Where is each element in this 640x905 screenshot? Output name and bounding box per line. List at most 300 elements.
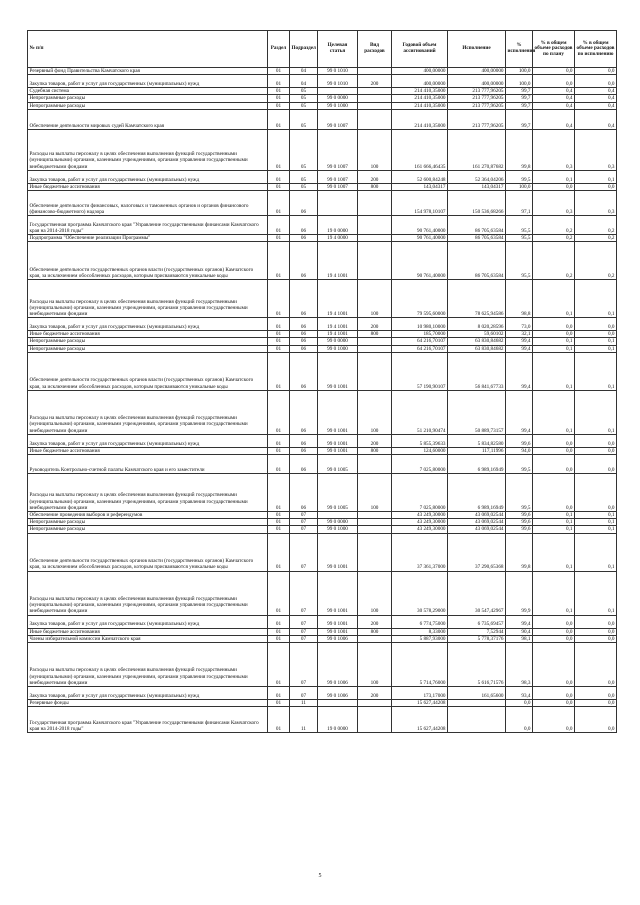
row-execution-percent-cell: 99,7	[506, 109, 533, 129]
row-section-cell: 01	[268, 102, 290, 109]
row-execution-cell: 6 989,16949	[448, 455, 506, 474]
row-share-plan-cell: 0,1	[533, 390, 575, 434]
row-share-execution-cell: 0,0	[575, 75, 617, 88]
row-share-plan-cell: 0,0	[533, 707, 575, 733]
row-share-plan-cell: 0,1	[533, 352, 575, 390]
row-execution-cell: 37 290,65368	[448, 533, 506, 571]
row-annual-allocation-cell: 30 578,29000	[392, 571, 448, 615]
row-name-cell: Подпрограмма "Обеспечение реализации Программы"	[28, 235, 268, 242]
row-name-cell: Судебная система	[28, 88, 268, 95]
row-target-item-cell: 99 0 1006	[318, 643, 358, 687]
row-share-execution-cell: 0,1	[575, 280, 617, 318]
row-share-plan-cell: 0,0	[533, 643, 575, 687]
row-annual-allocation-cell: 214 410,35000	[392, 95, 448, 102]
row-execution-cell: 8 020,28596	[448, 318, 506, 331]
row-section-cell: 01	[268, 235, 290, 242]
row-share-execution-cell: 0,0	[575, 474, 617, 512]
row-section-cell: 01	[268, 216, 290, 235]
row-subsection-cell: 06	[290, 455, 318, 474]
row-execution-cell: 6 735,69457	[448, 615, 506, 628]
row-share-execution-cell: 0,2	[575, 235, 617, 242]
row-section-cell: 01	[268, 95, 290, 102]
row-target-item-cell: 19 4 1001	[318, 331, 358, 338]
row-name-cell: Обеспечение деятельности мировых судей Камчатского края	[28, 109, 268, 129]
row-share-plan-cell: 0,3	[533, 191, 575, 216]
row-annual-allocation-cell: 37 361,37000	[392, 533, 448, 571]
row-expense-type-cell	[358, 512, 392, 519]
row-target-item-cell: 99 0 1001	[318, 434, 358, 447]
row-annual-allocation-cell: 90 761,40000	[392, 216, 448, 235]
row-annual-allocation-cell: 15 627,44208	[392, 700, 448, 707]
row-subsection-cell: 07	[290, 628, 318, 635]
table-row	[28, 170, 617, 183]
table-row	[28, 102, 617, 109]
table-row	[28, 526, 617, 533]
row-execution-cell: 86 705,63584	[448, 242, 506, 280]
row-execution-cell: 63 830,84682	[448, 345, 506, 352]
row-name-cell: Иные бюджетные ассигнования	[28, 331, 268, 338]
row-execution-percent-cell: 99,5	[506, 170, 533, 183]
row-share-execution-cell: 0,1	[575, 390, 617, 434]
row-share-plan-cell: 0,4	[533, 95, 575, 102]
row-share-execution-cell: 0,4	[575, 88, 617, 95]
row-section-cell: 01	[268, 191, 290, 216]
row-share-plan-cell: 0,0	[533, 434, 575, 447]
row-share-execution-cell: 0,3	[575, 129, 617, 170]
row-execution-percent-cell: 99,5	[506, 474, 533, 512]
row-execution-percent-cell: 100,0	[506, 75, 533, 88]
row-expense-type-cell: 200	[358, 170, 392, 183]
row-subsection-cell: 06	[290, 390, 318, 434]
row-share-execution-cell: 0,2	[575, 242, 617, 280]
row-name-cell: Руководитель Контрольно-счетной палаты Камчатского края и его заместители	[28, 455, 268, 474]
row-execution-percent-cell: 73,0	[506, 318, 533, 331]
row-expense-type-cell: 800	[358, 183, 392, 190]
row-subsection-cell: 07	[290, 687, 318, 700]
header-item-number: № п/п	[28, 31, 268, 68]
row-section-cell: 01	[268, 338, 290, 345]
row-subsection-cell: 06	[290, 447, 318, 454]
row-annual-allocation-cell: 161 666,46435	[392, 129, 448, 170]
row-expense-type-cell	[358, 345, 392, 352]
row-subsection-cell: 06	[290, 191, 318, 216]
row-share-plan-cell: 0,0	[533, 615, 575, 628]
row-name-cell: Государственная программа Камчатского края "Управление государственными финансами Камчатского края на 2014-2018 годы"	[28, 216, 268, 235]
row-expense-type-cell	[358, 88, 392, 95]
row-annual-allocation-cell: 7 025,80000	[392, 474, 448, 512]
row-execution-cell: 213 777,96205	[448, 95, 506, 102]
row-name-cell: Иные бюджетные ассигнования	[28, 447, 268, 454]
row-target-item-cell	[318, 88, 358, 95]
row-annual-allocation-cell: 10 980,10000	[392, 318, 448, 331]
row-execution-percent-cell: 99,4	[506, 390, 533, 434]
row-annual-allocation-cell: 400,00000	[392, 68, 448, 75]
row-expense-type-cell: 100	[358, 571, 392, 615]
header-target-item: Целевая статья	[318, 31, 358, 68]
row-annual-allocation-cell: 154 978,10107	[392, 191, 448, 216]
budget-execution-table-container	[27, 30, 616, 733]
row-subsection-cell: 06	[290, 235, 318, 242]
row-target-item-cell: 99 0 1010	[318, 75, 358, 88]
row-share-plan-cell: 0,2	[533, 216, 575, 235]
row-expense-type-cell: 800	[358, 447, 392, 454]
row-annual-allocation-cell: 173,17000	[392, 687, 448, 700]
row-annual-allocation-cell: 51 210,90474	[392, 390, 448, 434]
row-expense-type-cell	[358, 102, 392, 109]
row-subsection-cell: 04	[290, 75, 318, 88]
header-share-execution: % в общем объеме расходов по исполнению	[575, 31, 617, 68]
row-execution-cell: 5 834,82580	[448, 434, 506, 447]
row-execution-cell: 400,00000	[448, 75, 506, 88]
row-annual-allocation-cell: 52 600,84248	[392, 170, 448, 183]
row-section-cell: 01	[268, 434, 290, 447]
row-target-item-cell: 99 0 0000	[318, 519, 358, 526]
row-execution-percent-cell: 99,5	[506, 455, 533, 474]
table-row	[28, 331, 617, 338]
row-expense-type-cell: 100	[358, 129, 392, 170]
table-row	[28, 571, 617, 615]
row-expense-type-cell	[358, 635, 392, 642]
row-execution-percent-cell: 97,1	[506, 191, 533, 216]
row-name-cell: Закупка товаров, работ и услуг для государственных (муниципальных) нужд	[28, 434, 268, 447]
row-share-plan-cell: 0,0	[533, 183, 575, 190]
row-target-item-cell: 99 0 1006	[318, 635, 358, 642]
table-row	[28, 216, 617, 235]
row-expense-type-cell	[358, 700, 392, 707]
row-subsection-cell: 05	[290, 109, 318, 129]
row-share-plan-cell: 0,0	[533, 331, 575, 338]
header-subsection: Подраздел	[290, 31, 318, 68]
row-share-plan-cell: 0,1	[533, 338, 575, 345]
table-row	[28, 352, 617, 390]
row-execution-percent-cell: 90,4	[506, 628, 533, 635]
row-section-cell: 01	[268, 109, 290, 129]
row-annual-allocation-cell: 214 410,35000	[392, 88, 448, 95]
row-name-cell: Обеспечение деятельности государственных органов власти (государственных органов) Камчатского края, за исключением обособленных расходов, которым присваиваются уникальные коды	[28, 533, 268, 571]
row-annual-allocation-cell: 8,33000	[392, 628, 448, 635]
row-share-plan-cell: 0,0	[533, 75, 575, 88]
row-section-cell: 01	[268, 700, 290, 707]
row-expense-type-cell: 100	[358, 390, 392, 434]
row-section-cell: 01	[268, 75, 290, 88]
row-section-cell: 01	[268, 345, 290, 352]
row-name-cell: Закупка товаров, работ и услуг для государственных (муниципальных) нужд	[28, 170, 268, 183]
row-execution-percent-cell: 99,6	[506, 512, 533, 519]
row-execution-cell	[448, 707, 506, 733]
row-name-cell: Резервные фонды	[28, 700, 268, 707]
row-section-cell: 01	[268, 183, 290, 190]
row-subsection-cell: 07	[290, 643, 318, 687]
row-share-execution-cell: 0,0	[575, 331, 617, 338]
row-execution-percent-cell: 32,1	[506, 331, 533, 338]
table-row	[28, 129, 617, 170]
row-execution-cell: 43 069,02544	[448, 526, 506, 533]
row-section-cell: 01	[268, 129, 290, 170]
row-target-item-cell: 99 0 1001	[318, 615, 358, 628]
row-target-item-cell: 99 0 1007	[318, 109, 358, 129]
row-subsection-cell: 06	[290, 474, 318, 512]
row-subsection-cell: 06	[290, 318, 318, 331]
row-expense-type-cell	[358, 216, 392, 235]
row-share-plan-cell: 0,4	[533, 102, 575, 109]
row-execution-cell: 86 705,63584	[448, 235, 506, 242]
row-target-item-cell: 99 0 1001	[318, 390, 358, 434]
table-row	[28, 280, 617, 318]
row-execution-percent-cell: 99,9	[506, 571, 533, 615]
row-annual-allocation-cell: 57 190,90107	[392, 352, 448, 390]
row-name-cell: Обеспечение деятельности государственных органов власти (государственных органов) Камчатского края, за исключением обособленных расходов, которым присваиваются уникальные коды	[28, 352, 268, 390]
row-share-plan-cell: 0,1	[533, 571, 575, 615]
row-section-cell: 01	[268, 519, 290, 526]
row-target-item-cell: 19 4 1001	[318, 280, 358, 318]
table-row	[28, 628, 617, 635]
row-share-plan-cell: 0,2	[533, 242, 575, 280]
row-annual-allocation-cell: 79 595,60000	[392, 280, 448, 318]
row-share-plan-cell: 0,0	[533, 628, 575, 635]
table-row	[28, 235, 617, 242]
table-row	[28, 700, 617, 707]
row-name-cell: Расходы на выплаты персоналу в целях обеспечения выполнения функций государственными (муниципальными) органами, казенными учреждениями, органами управления государственными внебюджетными фондами	[28, 129, 268, 170]
header-section: Раздел	[268, 31, 290, 68]
row-subsection-cell: 06	[290, 434, 318, 447]
table-row	[28, 345, 617, 352]
row-expense-type-cell	[358, 526, 392, 533]
row-execution-cell: 43 069,02544	[448, 519, 506, 526]
row-target-item-cell: 19 4 1001	[318, 242, 358, 280]
row-expense-type-cell	[358, 707, 392, 733]
row-share-execution-cell: 0,0	[575, 447, 617, 454]
row-execution-cell: 52 364,04206	[448, 170, 506, 183]
row-expense-type-cell: 200	[358, 318, 392, 331]
table-row	[28, 95, 617, 102]
page-number: 5	[318, 873, 322, 879]
row-section-cell: 01	[268, 352, 290, 390]
row-execution-percent-cell: 95,5	[506, 242, 533, 280]
table-row	[28, 109, 617, 129]
row-subsection-cell: 06	[290, 338, 318, 345]
row-expense-type-cell	[358, 352, 392, 390]
row-expense-type-cell: 800	[358, 331, 392, 338]
row-target-item-cell: 99 0 1005	[318, 474, 358, 512]
table-row	[28, 455, 617, 474]
row-name-cell: Закупка товаров, работ и услуг для государственных (муниципальных) нужд	[28, 687, 268, 700]
header-share-plan: % в общем объеме расходов по плану	[533, 31, 575, 68]
row-name-cell: Расходы на выплаты персоналу в целях обеспечения выполнения функций государственными (муниципальными) органами, казенными учреждениями, органами управления государственными внебюджетными фондами	[28, 474, 268, 512]
row-execution-percent-cell: 99,6	[506, 434, 533, 447]
row-execution-cell: 86 705,63584	[448, 216, 506, 235]
row-section-cell: 01	[268, 474, 290, 512]
header-annual-allocation: Годовой объем ассигнований	[392, 31, 448, 68]
table-row	[28, 434, 617, 447]
row-target-item-cell: 99 0 1001	[318, 628, 358, 635]
row-name-cell: Непрограммные расходы	[28, 102, 268, 109]
row-execution-percent-cell: 98,1	[506, 635, 533, 642]
row-name-cell: Обеспечение деятельности финансовых, налоговых и таможенных органов и органов финансового (финансово-бюджетного) надзора	[28, 191, 268, 216]
row-name-cell: Непрограммные расходы	[28, 95, 268, 102]
row-annual-allocation-cell: 64 216,70107	[392, 345, 448, 352]
row-execution-cell: 150 536,68266	[448, 191, 506, 216]
row-subsection-cell: 06	[290, 345, 318, 352]
row-share-execution-cell: 0,0	[575, 628, 617, 635]
table-row	[28, 474, 617, 512]
row-share-execution-cell: 0,0	[575, 687, 617, 700]
row-name-cell: Иные бюджетные ассигнования	[28, 628, 268, 635]
row-target-item-cell	[318, 191, 358, 216]
row-execution-cell: 213 777,96205	[448, 102, 506, 109]
row-section-cell: 01	[268, 318, 290, 331]
row-section-cell: 01	[268, 390, 290, 434]
row-share-plan-cell: 0,2	[533, 235, 575, 242]
table-row	[28, 88, 617, 95]
row-subsection-cell: 07	[290, 512, 318, 519]
row-target-item-cell: 99 0 1001	[318, 571, 358, 615]
row-share-execution-cell: 0,1	[575, 533, 617, 571]
row-target-item-cell: 19 4 1001	[318, 318, 358, 331]
row-execution-cell: 5 778,37176	[448, 635, 506, 642]
row-subsection-cell: 05	[290, 102, 318, 109]
row-execution-cell: 78 625,94586	[448, 280, 506, 318]
row-share-execution-cell: 0,4	[575, 95, 617, 102]
row-subsection-cell: 04	[290, 68, 318, 75]
row-annual-allocation-cell: 90 761,40000	[392, 235, 448, 242]
row-execution-percent-cell: 100,0	[506, 68, 533, 75]
row-section-cell: 01	[268, 635, 290, 642]
row-share-plan-cell: 0,0	[533, 455, 575, 474]
row-share-execution-cell: 0,1	[575, 170, 617, 183]
row-share-execution-cell: 0,1	[575, 571, 617, 615]
row-target-item-cell: 99 0 1001	[318, 352, 358, 390]
row-target-item-cell: 19 4 0000	[318, 235, 358, 242]
row-section-cell: 01	[268, 512, 290, 519]
row-name-cell: Члены избирательной комиссии Камчатского края	[28, 635, 268, 642]
row-execution-percent-cell: 99,6	[506, 519, 533, 526]
row-name-cell: Расходы на выплаты персоналу в целях обеспечения выполнения функций государственными (муниципальными) органами, казенными учреждениями, органами управления государственными внебюджетными фондами	[28, 643, 268, 687]
row-execution-percent-cell: 95,5	[506, 235, 533, 242]
row-expense-type-cell	[358, 235, 392, 242]
row-target-item-cell: 99 0 1007	[318, 129, 358, 170]
row-target-item-cell	[318, 512, 358, 519]
row-share-execution-cell: 0,2	[575, 216, 617, 235]
row-name-cell: Расходы на выплаты персоналу в целях обеспечения выполнения функций государственными (муниципальными) органами, казенными учреждениями, органами управления государственными внебюджетными фондами	[28, 390, 268, 434]
row-name-cell: Закупка товаров, работ и услуг для государственных (муниципальных) нужд	[28, 318, 268, 331]
row-section-cell: 01	[268, 628, 290, 635]
row-share-plan-cell: 0,0	[533, 687, 575, 700]
row-target-item-cell: 99 0 1001	[318, 533, 358, 571]
row-expense-type-cell: 100	[358, 474, 392, 512]
row-target-item-cell: 99 0 1007	[318, 170, 358, 183]
table-row	[28, 615, 617, 628]
row-execution-percent-cell: 99,4	[506, 352, 533, 390]
row-share-execution-cell: 0,1	[575, 512, 617, 519]
row-subsection-cell: 05	[290, 95, 318, 102]
row-expense-type-cell: 100	[358, 643, 392, 687]
row-target-item-cell: 99 0 1001	[318, 447, 358, 454]
row-share-execution-cell: 0,4	[575, 109, 617, 129]
row-execution-cell: 7,52944	[448, 628, 506, 635]
row-target-item-cell: 99 0 0000	[318, 338, 358, 345]
row-execution-cell	[448, 700, 506, 707]
row-expense-type-cell	[358, 109, 392, 129]
row-share-execution-cell: 0,1	[575, 338, 617, 345]
row-annual-allocation-cell: 43 249,30000	[392, 519, 448, 526]
row-execution-cell: 161 270,87682	[448, 129, 506, 170]
row-section-cell: 01	[268, 280, 290, 318]
row-subsection-cell: 06	[290, 331, 318, 338]
row-section-cell: 01	[268, 707, 290, 733]
row-annual-allocation-cell: 43 249,30000	[392, 526, 448, 533]
row-share-execution-cell: 0,0	[575, 318, 617, 331]
row-target-item-cell: 99 0 1010	[318, 68, 358, 75]
row-expense-type-cell: 200	[358, 434, 392, 447]
row-annual-allocation-cell: 143,04317	[392, 183, 448, 190]
row-execution-cell: 50 889,73157	[448, 390, 506, 434]
row-target-item-cell: 99 0 1006	[318, 687, 358, 700]
row-target-item-cell: 19 0 0000	[318, 707, 358, 733]
row-subsection-cell: 07	[290, 615, 318, 628]
row-target-item-cell: 99 0 1000	[318, 345, 358, 352]
budget-execution-table	[27, 30, 617, 733]
row-share-execution-cell: 0,0	[575, 434, 617, 447]
row-subsection-cell: 05	[290, 88, 318, 95]
row-name-cell: Обеспечение деятельности государственных органов власти (государственных органов) Камчатского края, за исключением обособленных расходов, которым присваиваются уникальные коды	[28, 242, 268, 280]
row-share-plan-cell: 0,1	[533, 280, 575, 318]
row-section-cell: 01	[268, 643, 290, 687]
row-execution-cell: 400,00000	[448, 68, 506, 75]
row-execution-percent-cell: 100,0	[506, 183, 533, 190]
row-section-cell: 01	[268, 455, 290, 474]
header-expense-type: Вид расходов	[358, 31, 392, 68]
row-execution-percent-cell: 98,8	[506, 280, 533, 318]
table-row	[28, 318, 617, 331]
table-row	[28, 68, 617, 75]
row-subsection-cell: 07	[290, 519, 318, 526]
row-annual-allocation-cell: 124,60000	[392, 447, 448, 454]
row-execution-percent-cell: 99,7	[506, 95, 533, 102]
row-subsection-cell: 07	[290, 635, 318, 642]
row-subsection-cell: 11	[290, 707, 318, 733]
row-annual-allocation-cell: 5 714,76000	[392, 643, 448, 687]
row-name-cell: Расходы на выплаты персоналу в целях обеспечения выполнения функций государственными (муниципальными) органами, казенными учреждениями, органами управления государственными внебюджетными фондами	[28, 571, 268, 615]
row-execution-percent-cell: 93,4	[506, 687, 533, 700]
row-section-cell: 01	[268, 242, 290, 280]
row-target-item-cell: 99 0 1007	[318, 183, 358, 190]
row-share-execution-cell: 0,0	[575, 700, 617, 707]
row-subsection-cell: 07	[290, 571, 318, 615]
row-name-cell: Непрограммные расходы	[28, 345, 268, 352]
row-share-plan-cell: 0,4	[533, 88, 575, 95]
row-expense-type-cell	[358, 191, 392, 216]
row-share-execution-cell: 0,0	[575, 455, 617, 474]
row-section-cell: 01	[268, 68, 290, 75]
row-expense-type-cell	[358, 242, 392, 280]
row-share-plan-cell: 0,1	[533, 533, 575, 571]
row-name-cell: Иные бюджетные ассигнования	[28, 183, 268, 190]
table-row	[28, 183, 617, 190]
row-share-execution-cell: 0,3	[575, 191, 617, 216]
row-execution-percent-cell: 99,8	[506, 129, 533, 170]
row-execution-cell: 5 616,71576	[448, 643, 506, 687]
header-execution-percent: % исполнения	[506, 31, 533, 68]
row-execution-cell: 43 069,02544	[448, 512, 506, 519]
row-execution-percent-cell: 99,4	[506, 615, 533, 628]
row-share-plan-cell: 0,0	[533, 318, 575, 331]
row-share-execution-cell: 0,0	[575, 68, 617, 75]
table-row	[28, 75, 617, 88]
row-annual-allocation-cell: 64 216,70107	[392, 338, 448, 345]
row-expense-type-cell	[358, 533, 392, 571]
table-body	[28, 68, 617, 733]
table-row	[28, 191, 617, 216]
